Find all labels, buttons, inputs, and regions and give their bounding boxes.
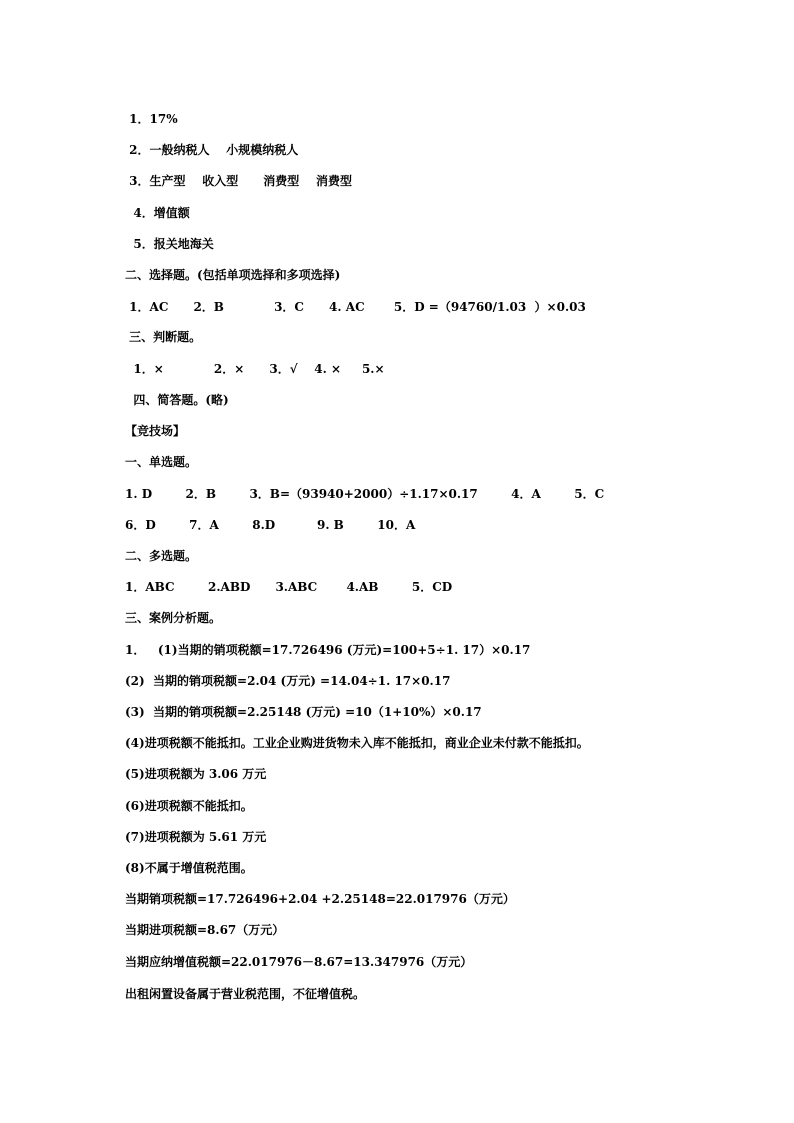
section-heading: 三、案例分析题。 xyxy=(125,611,222,625)
section-heading: 一、单选题。 xyxy=(125,455,198,469)
section-heading: 四、简答题。(略) xyxy=(125,393,229,407)
answer-line: (2) 当期的销项税额=2.04 (万元) =14.04÷1. 17×0.17 xyxy=(125,674,451,688)
answer-line: 4．增值额 xyxy=(125,206,190,220)
section-heading: 三、判断题。 xyxy=(125,330,202,344)
answer-line: 1．17% xyxy=(125,112,178,126)
answer-line: 当期应纳增值税额=22.017976－8.67=13.347976（万元） xyxy=(125,955,473,969)
answer-line: 出租闲置设备属于营业税范围，不征增值税。 xyxy=(125,987,366,1001)
answer-line: 2．一般纳税人 小规模纳税人 xyxy=(125,143,299,157)
answer-line: (8)不属于增值税范围。 xyxy=(125,861,253,875)
answer-line: 5．报关地海关 xyxy=(125,237,214,251)
answer-line: 当期销项税额=17.726496+2.04 +2.25148=22.017976（万元） xyxy=(125,892,515,906)
answer-line: 1．× 2．× 3．√ 4. × 5.× xyxy=(125,362,385,376)
section-heading: 【竞技场】 xyxy=(125,424,186,438)
answer-line: (3) 当期的销项税额=2.25148 (万元) =10（1+10%）×0.17 xyxy=(125,705,482,719)
answer-line: (7)进项税额为 5.61 万元 xyxy=(125,830,267,844)
answer-line: 1．ABC 2.ABD 3.ABC 4.AB 5．CD xyxy=(125,580,453,594)
answer-line: (6)进项税额不能抵扣。 xyxy=(125,799,253,813)
answer-line: (4)进项税额不能抵扣。工业企业购进货物未入库不能抵扣，商业企业未付款不能抵扣。 xyxy=(125,736,589,750)
answer-line: 当期进项税额=8.67（万元） xyxy=(125,923,285,937)
answer-line: (5)进项税额为 3.06 万元 xyxy=(125,767,267,781)
answer-line: 1． (1)当期的销项税额=17.726496 (万元)=100+5÷1. 17）×0.17 xyxy=(125,643,531,657)
answer-line: 3．生产型 收入型 消费型 消费型 xyxy=(125,174,353,188)
answer-line: 1．AC 2．B 3．C 4. AC 5．D =（94760/1.03 ）×0.03 xyxy=(125,300,586,314)
answer-line: 1. D 2．B 3．B=（93940+2000）÷1.17×0.17 4．A 5．C xyxy=(125,487,605,501)
answer-line: 6．D 7．A 8.D 9. B 10．A xyxy=(125,518,416,532)
section-heading: 二、选择题。(包括单项选择和多项选择) xyxy=(125,268,341,282)
section-heading: 二、多选题。 xyxy=(125,549,198,563)
